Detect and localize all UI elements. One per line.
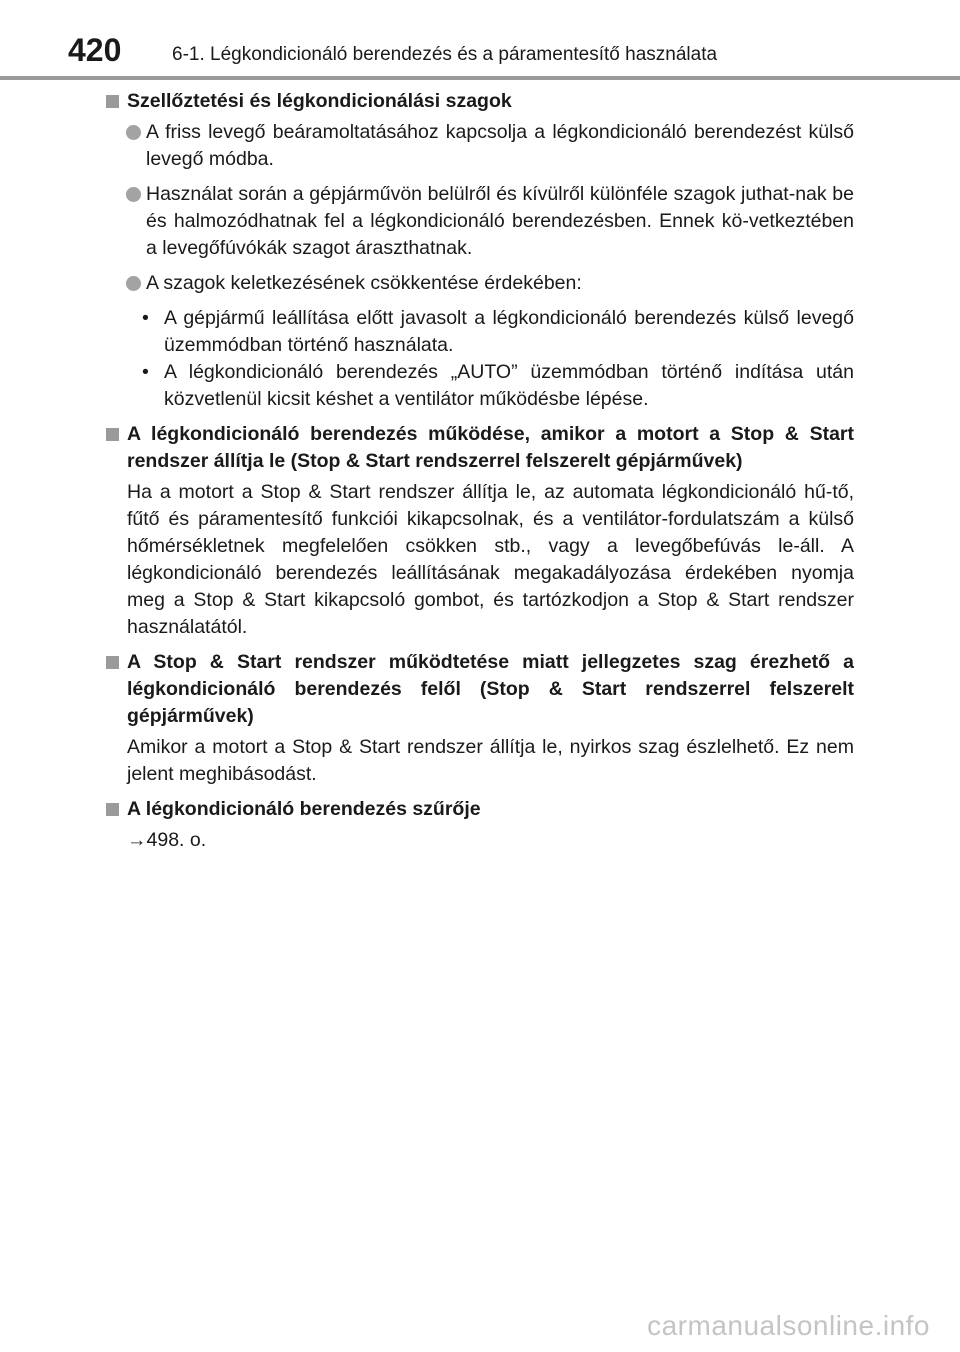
section-stop-start-operation [102, 421, 854, 641]
dot-marker: • [142, 361, 149, 383]
page-reference: →498. o. [127, 829, 207, 851]
header-rule [0, 76, 960, 80]
section-heading: A légkondicionáló berendezés működése, amikor a motort a Stop & Start rendszer állítja le (Stop & Start rendszerrel felszerelt gépjárművek) [102, 421, 854, 475]
square-bullet-icon [106, 656, 119, 669]
bullet-item: A szagok keletkezésének csökkentése érdekében: [102, 270, 854, 297]
circle-bullet-icon [126, 125, 141, 140]
section-heading: A Stop & Start rendszer működtetése miatt jellegzetes szag érezhető a légkondicionáló berendezés felől (Stop & Start rendszerrel felszerelt gépjárművek) [102, 649, 854, 730]
square-bullet-icon [106, 95, 119, 108]
chapter-title: 6-1. Légkondicionáló berendezés és a páramentesítő használata [172, 44, 718, 65]
section-heading: A légkondicionáló berendezés szűrője [102, 796, 854, 823]
page-content [102, 88, 854, 862]
section-odors [102, 88, 854, 413]
dot-marker: • [142, 307, 149, 329]
bullet-item: A friss levegő beáramoltatásához kapcsolja a légkondicionáló berendezést külső levegő módba. [102, 119, 854, 173]
section-filter [102, 796, 854, 854]
square-bullet-icon [106, 428, 119, 441]
section-body: Amikor a motort a Stop & Start rendszer állítja le, nyirkos szag észlelhető. Ez nem jelent meghibásodást. [127, 736, 854, 785]
sub-list-item: • A légkondicionáló berendezés „AUTO” üzemmódban történő indítása után közvetlenül kicsit késhet a ventilátor működésbe lépése. [142, 361, 854, 410]
sub-list-item: • A gépjármű leállítása előtt javasolt a légkondicionáló berendezés külső levegő üzemmódban történő használata. [142, 307, 854, 356]
bullet-item: Használat során a gépjárművön belülről és kívülről különféle szagok juthat-nak be és halmozódhatnak fel a légkondicionáló berendezésben. Ennek kö-vetkeztében a levegőfúvókák szagot áraszthatnak. [102, 181, 854, 262]
section-stop-start-odor [102, 649, 854, 788]
circle-bullet-icon [126, 187, 141, 202]
sub-list [102, 305, 854, 413]
page-header [0, 0, 960, 80]
page-number: 420 [68, 32, 122, 68]
section-heading: Szellőztetési és légkondicionálási szagok [102, 88, 854, 115]
circle-bullet-icon [126, 276, 141, 291]
section-body: Ha a motort a Stop & Start rendszer állítja le, az automata légkondicionáló hű-tő, fűtő és páramentesítő funkciói kikapcsolnak, és a ventilátor-fordulatszám a külső hőmérsékletnek megfelelően csökken stb., vagy a levegőbefúvás le-áll. A légkondicionáló berendezés leállításának megakadályozása érdekében nyomja meg a Stop & Start kikapcsoló gombot, és tartózkodjon a Stop & Start rendszer használatától. [127, 481, 854, 638]
watermark: carmanualsonline.info [647, 1310, 930, 1341]
square-bullet-icon [106, 803, 119, 816]
